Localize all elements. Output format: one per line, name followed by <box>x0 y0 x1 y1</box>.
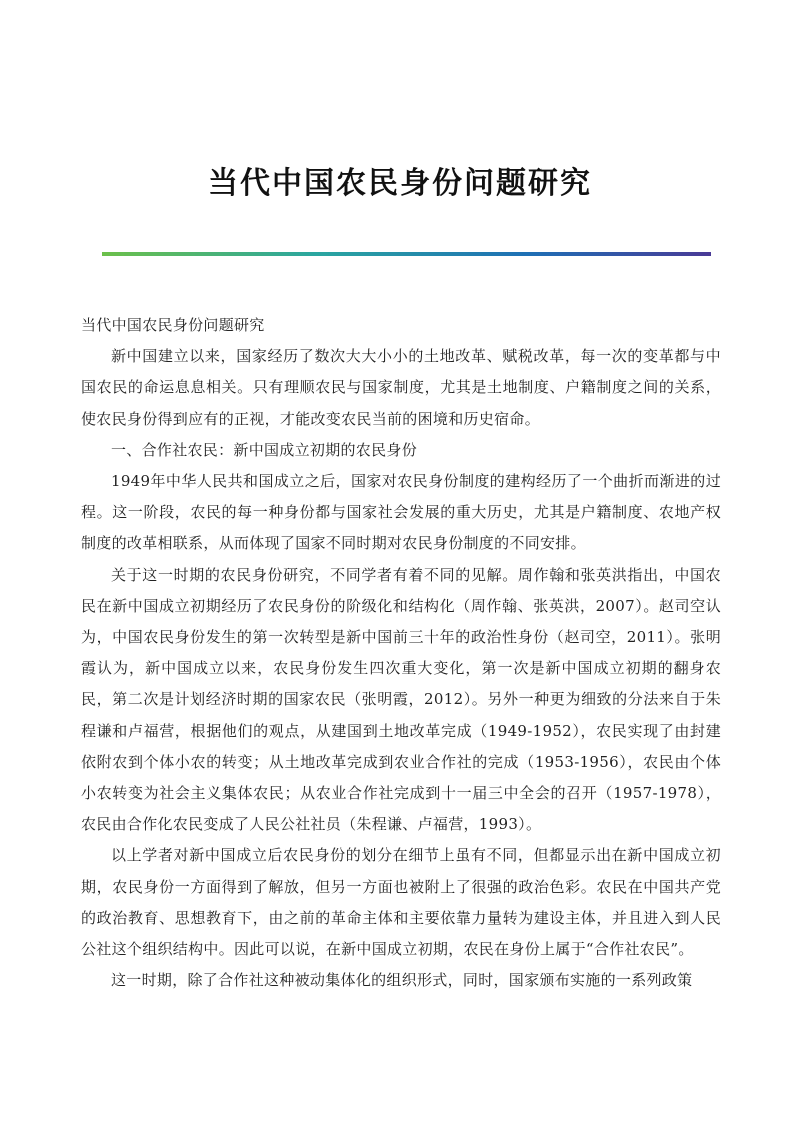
paragraph-1949: 1949年中华人民共和国成立之后，国家对农民身份制度的建构经历了一个曲折而渐进的过程。这一阶段，农民的每一种身份都与国家社会发展的重大历史，尤其是户籍制度、农地产权制度的改革相联系，从而体现了国家不同时期对农民身份制度的不同安排。 <box>81 472 721 553</box>
paragraph-policies: 这一时期，除了合作社这种被动集体化的组织形式，同时，国家颁布实施的一系列政策 <box>111 971 693 990</box>
document-subhead: 当代中国农民身份问题研究 <box>81 316 265 334</box>
paragraph-scholars: 关于这一时期的农民身份研究，不同学者有着不同的见解。周作翰和张英洪指出，中国农民在新中国成立初期经历了农民身份的阶级化和结构化（周作翰、张英洪，2007）。赵司空认为，中国农民身份发生的第一次转型是新中国前三十年的政治性身份（赵司空，2011）。张明霞认为，新中国成立以来，农民身份发生四次重大变化，第一次是新中国成立初期的翻身农民，第二次是计划经济时期的国家农民（张明霞，2012）。另外一种更为细致的分法来自于朱程谦和卢福营，根据他们的观点，从建国到土地改革完成（1949-1952），农民实现了由封建依附农到个体小农的转变；从土地改革完成到农业合作社的完成（1953-1956），农民由个体小农转变为社会主义集体农民；从农业合作社完成到十一届三中全会的召开（1957-1978），农民由合作化农民变成了人民公社社员（朱程谦、卢福营，1993）。 <box>81 565 721 834</box>
document-title: 当代中国农民身份问题研究 <box>208 166 592 201</box>
paragraph-summary: 以上学者对新中国成立后农民身份的划分在细节上虽有不同，但都显示出在新中国成立初期，农民身份一方面得到了解放，但另一方面也被附上了很强的政治色彩。农民在中国共产党的政治教育、思想教育下，由之前的革命主体和主要依靠力量转为建设主体，并且进入到人民公社这个组织结构中。因此可以说，在新中国成立初期，农民在身份上属于“合作社农民”。 <box>81 846 721 959</box>
section-heading-1: 一、合作社农民：新中国成立初期的农民身份 <box>111 440 418 459</box>
title-divider <box>102 252 711 256</box>
document-body <box>81 310 721 996</box>
paragraph-intro: 新中国建立以来，国家经历了数次大大小小的土地改革、赋税改革，每一次的变革都与中国农民的命运息息相关。只有理顺农民与国家制度，尤其是土地制度、户籍制度之间的关系，使农民身份得到应有的正视，才能改变农民当前的困境和历史宿命。 <box>81 347 721 428</box>
